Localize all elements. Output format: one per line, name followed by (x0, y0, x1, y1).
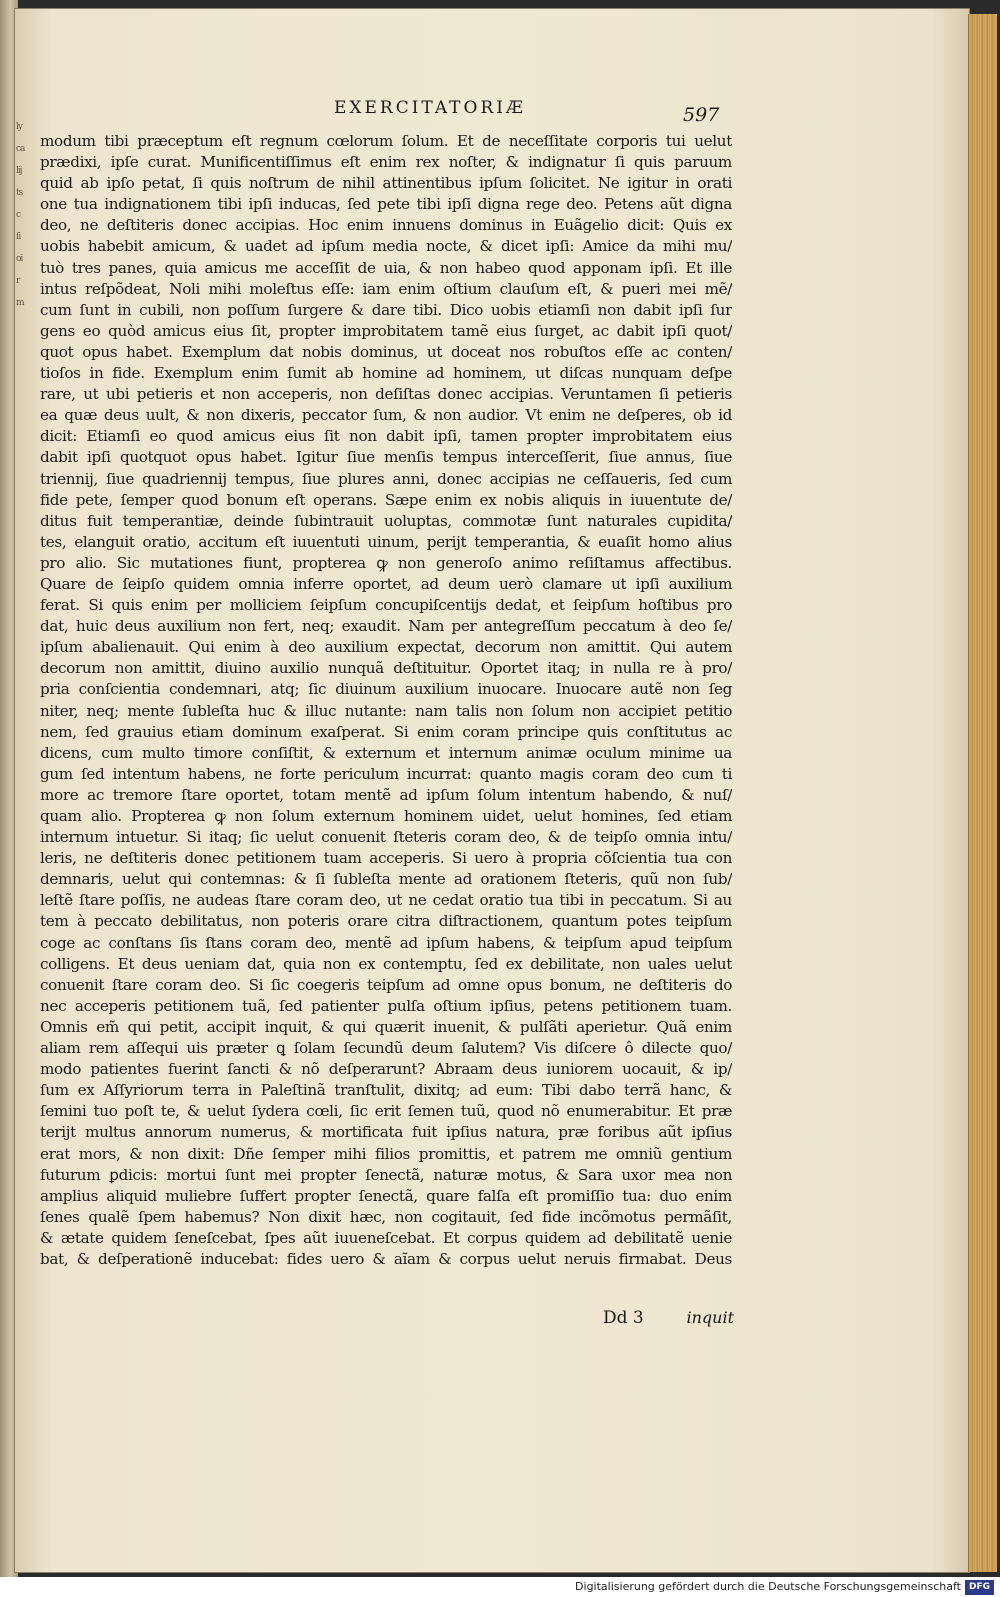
text-line: intus reſpõdeat, Noli mihi moleſtus eſſe: iam enim oſtium clauſum eſt, & pueri mei mẽ/ (40, 279, 732, 298)
text-line: ditus fuit temperantiæ, deinde ſubintrauit uoluptas, commotæ ſunt naturales cupidita/ (40, 511, 732, 530)
text-line: ſum ex Aſſyriorum terra in Paleſtinã tranſtulit, dixitq; ad eum: Tibi dabo terrã hanc, & (40, 1081, 732, 1100)
text-line: bat, & deſperationẽ inducebat: fides uero & aĩam & corpus uelut neruis firmabat. Deus (40, 1249, 732, 1268)
margin-fragment: ca (16, 144, 25, 154)
facing-page-margin-fragments (16, 116, 38, 1316)
text-line: quam alio. Propterea ꝙ non ſolum externum hominem uidet, uelut homines, ſed etiam (40, 807, 732, 825)
text-line: pria conſcientia condemnari, atq; ſic diuinum auxilium inuocare. Inuocare autẽ non ſeg (40, 680, 732, 699)
text-line: quot opus habet. Exemplum dat nobis dominus, ut doceat nos robuſtos eſſe ac conten/ (40, 342, 732, 361)
text-line: modo patientes fuerint ſancti & nõ deſperarunt? Abraam deus iuniorem uocauit, & ip/ (40, 1060, 732, 1079)
text-line: dicit: Etiamſi eo quod amicus eius ſit non dabit ipſi, tamen propter improbitatem eius (40, 427, 732, 446)
text-line: uobis habebit amicum, & uadet ad ipſum media nocte, & dicet ipſi: Amice da mihi mu/ (40, 237, 732, 256)
margin-fragment: m (16, 298, 24, 308)
text-line: more ac tremore ſtare oportet, totam mentẽ ad ipſum ſolum intentum habendo, & nuſ/ (40, 785, 732, 804)
text-line: futurum ꝑdicis: mortui ſunt mei propter ſenectã, naturæ motus, & Sara uxor mea non (40, 1165, 732, 1184)
text-line: colligens. Et deus ueniam dat, quia non ex contemptu, ſed ex debilitate, non uales uelut (40, 954, 732, 973)
text-line: niter, neq; mente ſubleſta huc & illuc nutante: nam talis non ſolum non accipiet petitio (40, 701, 732, 720)
dfg-logo[interactable]: DFG (965, 1580, 994, 1595)
text-line: fide pete, ſemper quod bonum eſt operans. Sæpe enim ex nobis aliquis in iuuentute de/ (40, 490, 732, 509)
text-line: modum tibi præceptum eſt regnum cœlorum ſolum. Et de neceſſitate corporis tui uelut (40, 132, 732, 150)
funding-notice: Digitalisierung gefördert durch die Deutsche Forschungsgemeinschaft (575, 1580, 961, 1593)
signature-mark: Dd 3 (603, 1308, 644, 1328)
margin-fragment: c (16, 210, 21, 220)
margin-fragment: lij (16, 166, 22, 176)
text-line: Omnis em̃ qui petit, accipit inquit, & qui quærit inuenit, & pulſãti aperietur. Quã enim (40, 1017, 732, 1036)
text-line: triennij, ſiue quadriennij tempus, ſiue plures anni, donec accipias ne ceſſaueris, ſed cum (40, 469, 732, 488)
text-line: dat, huic deus auxilium non fert, neq; exaudit. Nam per antegreſſum peccatum à deo ſe/ (40, 617, 732, 636)
text-line: ipſum abalienauit. Qui enim à deo auxilium expectat, decorum non amittit. Qui autem (40, 638, 732, 657)
margin-fragment: ts (16, 188, 23, 198)
margin-fragment: oi (16, 254, 23, 264)
text-line: cum ſunt in cubili, non poſſum ſurgere & dare tibi. Dico uobis etiamſi non dabit ipſi ſur (40, 300, 732, 319)
text-line: demnaris, uelut qui contemnas: & ſi ſubleſta mente ad orationem ſteteris, quũ non ſub/ (40, 870, 732, 889)
margin-fragment: ly (16, 122, 22, 132)
text-line: nem, ſed grauius etiam dominum exaſperat. Si enim coram principe quis conſtitutus ac (40, 722, 732, 741)
text-line: tes, elanguit oratio, accitum eſt iuuentuti uinum, perijt temperantia, & euaſit homo alius (40, 532, 732, 551)
text-line: pro alio. Sic mutationes fiunt, propterea ꝙ non generoſo animo reſiſtamus affectibus. (40, 553, 732, 572)
text-line: Quare de ſeipſo quidem omnia inferre oportet, ad deum uerò clamare ut ipſi auxilium (40, 574, 732, 593)
text-line: amplius aliquid muliebre ſuffert propter ſenectã, quare falſa eſt promiſſio tua: duo enim (40, 1186, 732, 1205)
text-line: tem à peccato debilitatus, non poteris orare citra diſtractionem, quantum potes teipſum (40, 912, 732, 931)
text-line: internum intuetur. Si itaq; ſic uelut conuenit ſteteris coram deo, & de teipſo omnia intu/ (40, 828, 732, 847)
running-head: EXERCITATORIÆ (333, 98, 526, 118)
text-line: decorum non amittit, diuino auxilio nunquã deſtituitur. Oportet itaq; in nulla re à pro/ (40, 659, 732, 678)
text-line: tuò tres panes, quia amicus me acceſſit de uia, & non habeo quod apponam ipſi. Et ille (40, 258, 732, 277)
text-line: leris, ne deſtiteris donec petitionem tuam acceperis. Si uero à propria cõſcientia tua con (40, 849, 732, 868)
text-line: rare, ut ubi petieris et non acceperis, non deſiſtas donec accipias. Veruntamen ſi petieris (40, 385, 732, 404)
text-line: gum ſed intentum habens, ne forte periculum incurrat: quanto magis coram deo cum ti (40, 764, 732, 783)
text-line: nec acceperis petitionem tuã, ſed patienter pulſa oſtium ipſius, petens petitionem tuam. (40, 996, 732, 1015)
text-line: ſenes qualẽ ſpem habemus? Non dixit hæc, non cogitauit, ſed fide incõmotus permãſit, (40, 1207, 732, 1226)
margin-fragment: r (16, 276, 20, 286)
text-line: aliam rem aſſequi uis præter ꝗ ſolam ſecundũ deum ſalutem? Vis diſcere ô dilecte quo/ (40, 1039, 732, 1058)
page-number: 597 (683, 104, 720, 126)
text-line: leſtẽ ſtare poſſis, ne audeas ſtare coram deo, ut ne cedat oratio tua tibi in peccatum. Si au (40, 891, 732, 910)
text-line: prædixi, ipſe curat. Munificentiſſimus eſt enim rex noſter, & indignatur ſi quis paruum (40, 153, 732, 172)
text-line: ſemini tuo poſt te, & uelut ſydera cœli, ſic erit ſemen tuũ, quod nõ enumerabitur. Et præ (40, 1102, 732, 1121)
text-line: ferat. Si quis enim per molliciem ſeipſum concupiſcentijs dedat, et ſeipſum hoſtibus pro (40, 596, 732, 615)
text-line: one tua indignationem tibi ipſi inducas, ſed pete tibi ipſi digna rege deo. Petens aũt digna (40, 195, 732, 214)
text-line: ea quæ deus uult, & non dixeris, peccator ſum, & non audior. Vt enim ne deſperes, ob id (40, 406, 732, 425)
text-line: conuenit ſtare coram deo. Si ſic coegeris teipſum ad omne opus bonum, ne deſtiteris do (40, 975, 732, 994)
text-line: deo, ne deſtiteris donec accipias. Hoc enim innuens dominus in Euãgelio dicit: Quis ex (40, 216, 732, 235)
text-line: tioſos in fide. Exemplum enim ſumit ab homine ad hominem, ut diſcas nunquam deſpe (40, 364, 732, 383)
text-line: terijt multus annorum numerus, & mortificata fuit ipſius natura, præ foribus aũt ipſius (40, 1123, 732, 1142)
text-line: erat mors, & non dixit: Dñe ſemper mihi filios promittis, et patrem me omniũ gentium (40, 1144, 732, 1163)
body-text (40, 131, 732, 1270)
page-fore-edge (968, 14, 997, 1572)
text-line: gens eo quòd amicus eius ſit, propter improbitatem tamẽ eius ſurget, ac dabit ipſi quot/ (40, 321, 732, 340)
catchword: inquit (686, 1308, 734, 1327)
text-line: dicens, cum multo timore conſiſtit, & externum et internum animæ oculum minime ua (40, 743, 732, 762)
margin-fragment: ſi (16, 232, 21, 242)
footer-bar (0, 1577, 1000, 1597)
text-line: coge ac conſtans ſis ſtans coram deo, mentẽ ad ipſum habens, & teipſum apud teipſum (40, 933, 732, 952)
text-line: & ætate quidem ſeneſcebat, ſpes aũt iuueneſcebat. Et corpus quidem ad debilitatẽ uenie (40, 1228, 732, 1247)
text-line: dabit ipſi quotquot opus habet. Igitur ſiue menſis tempus interceſſerit, ſiue annus, ſiue (40, 448, 732, 467)
text-line: quid ab ipſo petat, ſi quis noſtrum de nihil attinentibus ipſum ſolicitet. Ne igitur in orati (40, 174, 732, 193)
